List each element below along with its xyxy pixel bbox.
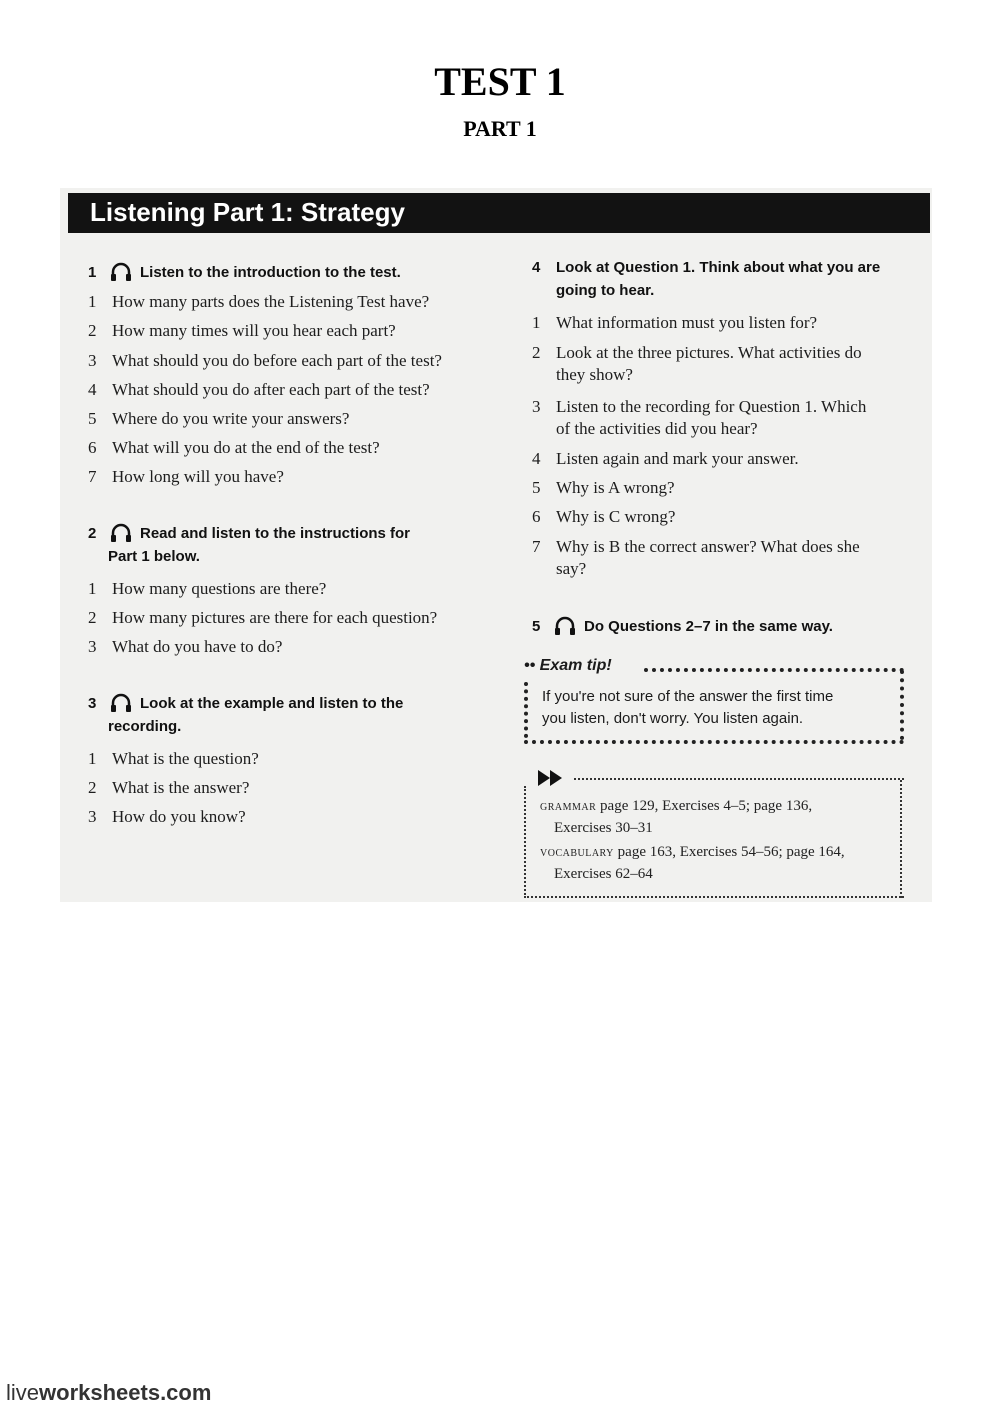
exam-tip-box — [524, 657, 904, 744]
section-heading-text: recording. — [108, 718, 182, 735]
section-3-heading — [88, 692, 488, 740]
section-heading-text: Look at Question 1. Think about what you are — [556, 259, 881, 276]
headphones-icon — [110, 262, 132, 282]
divider — [644, 668, 904, 672]
section-2-heading — [88, 522, 488, 570]
page-title: TEST 1 — [434, 59, 566, 104]
section-number: 5 — [532, 618, 541, 635]
divider — [524, 740, 904, 744]
section-number: 4 — [532, 259, 541, 276]
page-subtitle: PART 1 — [463, 116, 537, 141]
section-number: 1 — [88, 264, 97, 281]
section-5-heading — [532, 615, 922, 639]
fast-forward-icon — [528, 766, 576, 790]
exam-tip-text: If you're not sure of the answer the first time you listen, don't worry. You listen again. — [542, 688, 834, 727]
reference-box — [524, 766, 904, 900]
headphones-icon — [554, 616, 576, 636]
divider — [524, 682, 528, 738]
divider — [900, 780, 902, 898]
exam-tip-heading: •• Exam tip! — [524, 657, 612, 674]
divider — [524, 786, 526, 898]
section-heading-text: Look at the example and listen to the — [140, 695, 404, 712]
section-number: 2 — [88, 525, 97, 542]
footer-logo: liveworksheets.com — [6, 1380, 212, 1405]
section-heading-text: Do Questions 2–7 in the same way. — [584, 618, 833, 635]
section-heading-text: going to hear. — [556, 282, 655, 299]
section-banner — [68, 193, 930, 233]
grammar-reference: GRAMMAR page 129, Exercises 4–5; page 136, Exercises 30–31 — [540, 798, 813, 836]
headphones-icon — [110, 523, 132, 543]
section-4-heading — [532, 256, 922, 304]
divider — [524, 896, 904, 898]
banner-title: Listening Part 1: Strategy — [90, 197, 405, 227]
section-heading-text: Part 1 below. — [108, 548, 200, 565]
section-heading-text: Read and listen to the instructions for — [140, 525, 411, 542]
section-heading-text: Listen to the introduction to the test. — [140, 264, 401, 281]
section-1-heading — [88, 261, 488, 285]
divider — [574, 778, 904, 780]
divider — [900, 670, 904, 740]
section-number: 3 — [88, 695, 97, 712]
headphones-icon — [110, 693, 132, 713]
vocabulary-reference: VOCABULARY page 163, Exercises 54–56; page 164, Exercises 62–64 — [540, 844, 845, 882]
